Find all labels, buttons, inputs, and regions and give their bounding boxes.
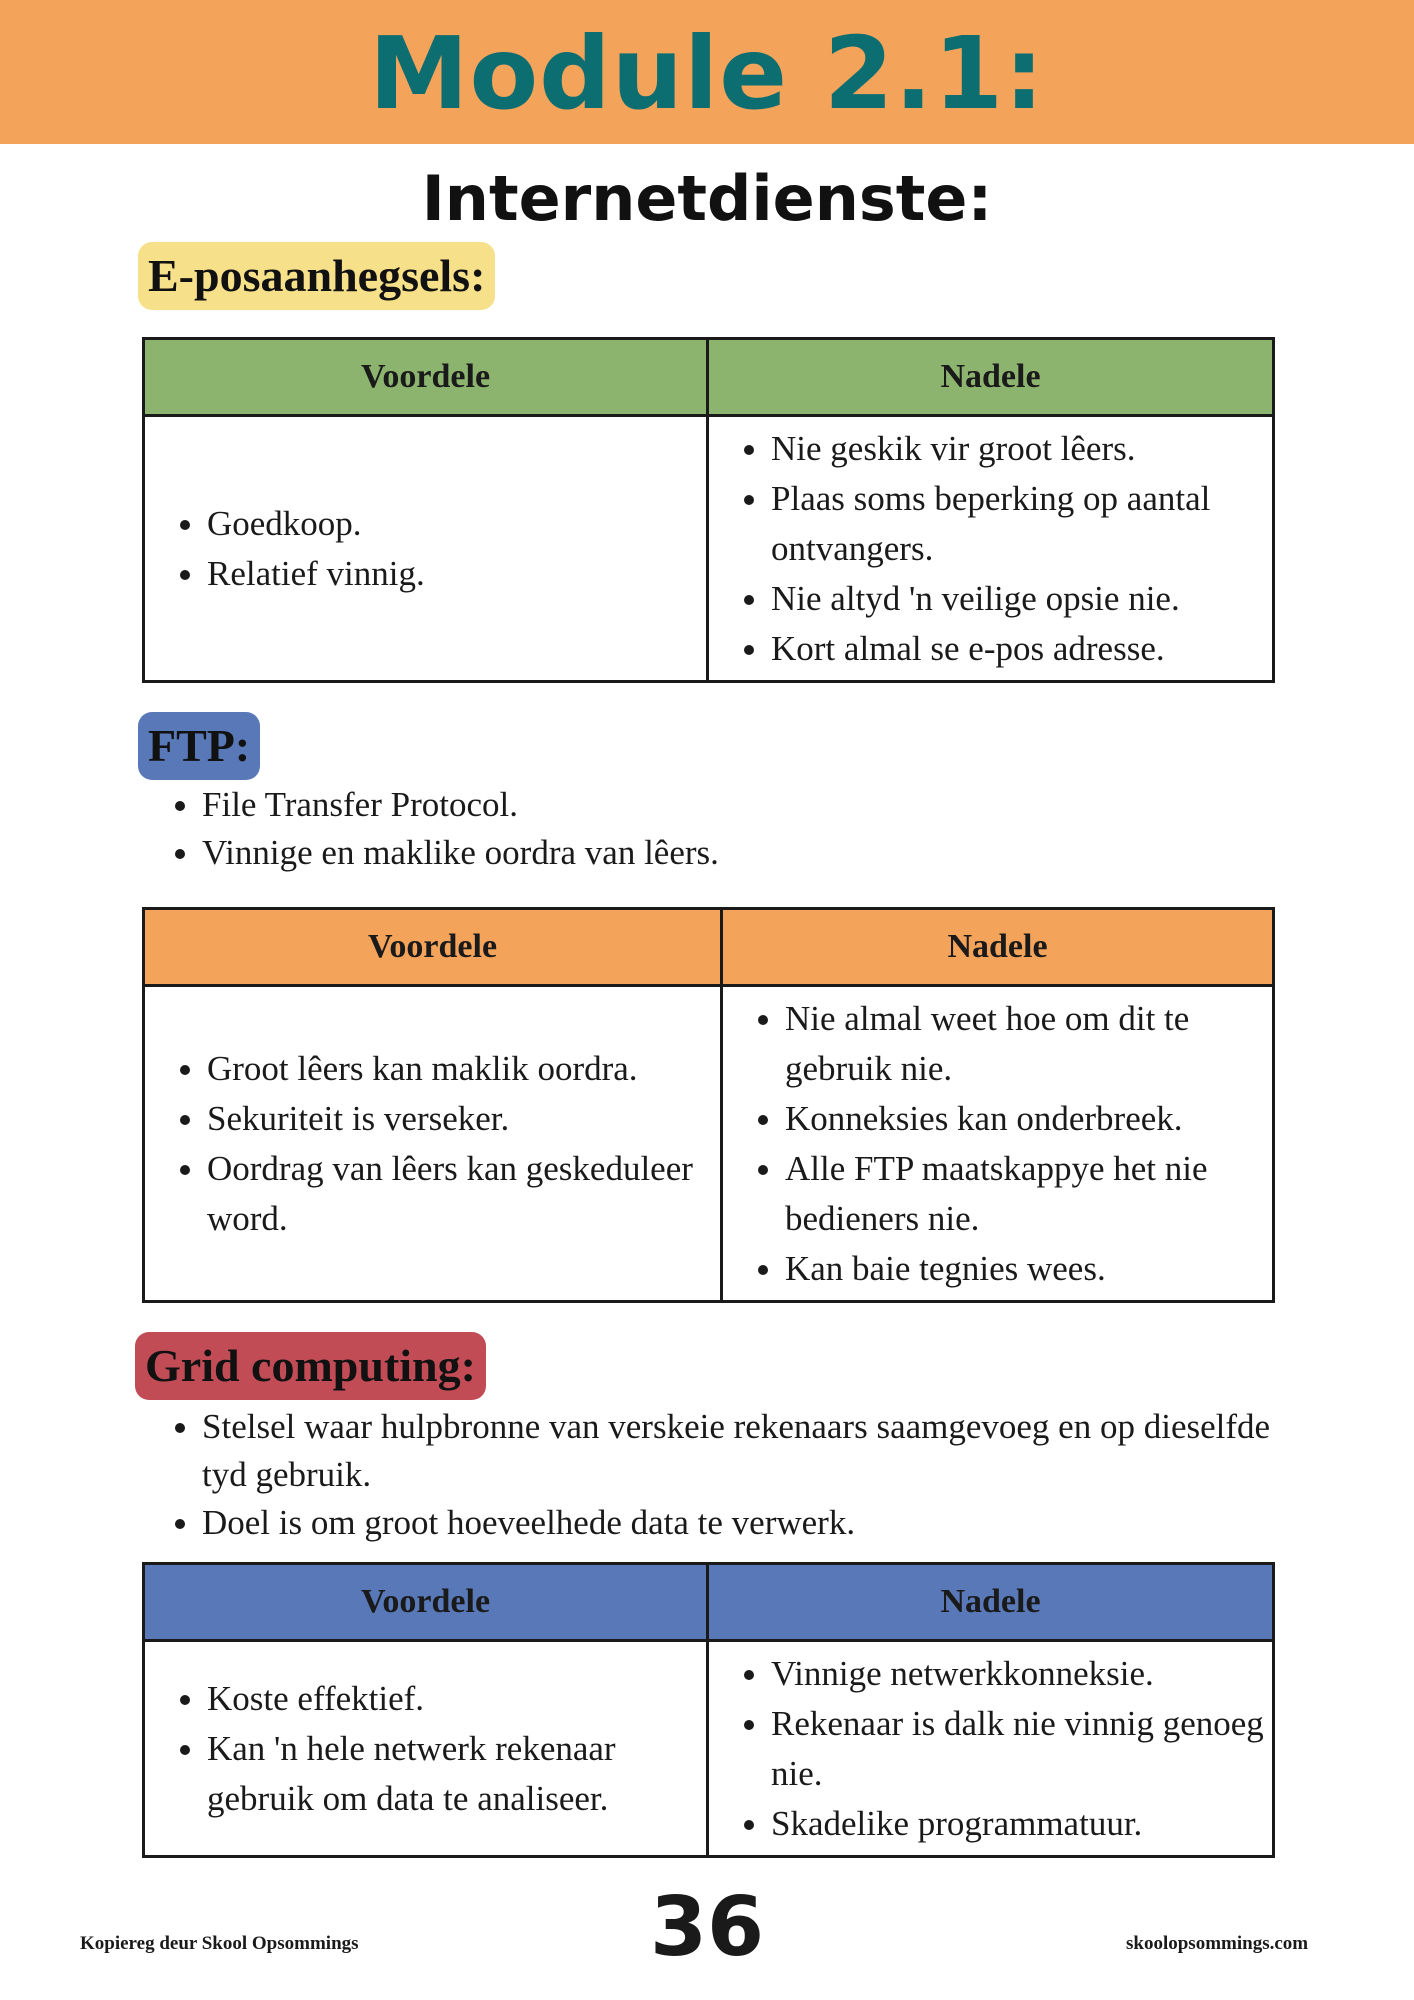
- list-item: • Goedkoop.: [207, 499, 698, 549]
- list-item: • Stelsel waar hulpbronne van verskeie rekenaars saamgevoeg en op dieselfde tyd gebruik.: [202, 1403, 1284, 1499]
- list-item: • Plaas soms beperking op aantal ontvangers.: [771, 474, 1264, 574]
- section-heading-email: E-posaanhegsels:: [138, 242, 495, 310]
- grid-voordele-cell: [144, 1641, 708, 1857]
- list-item: • Kan baie tegnies wees.: [785, 1244, 1264, 1294]
- footer-copyright: Kopiereg deur Skool Opsommings: [80, 1933, 359, 1954]
- email-nadele-header: Nadele: [708, 339, 1274, 416]
- email-voordele-header: Voordele: [144, 339, 708, 416]
- list-item: • Skadelike programmatuur.: [771, 1799, 1264, 1849]
- list-item: • Kort almal se e-pos adresse.: [771, 624, 1264, 674]
- ftp-voordele-cell: [144, 986, 722, 1302]
- list-item: • Vinnige netwerkkonneksie.: [771, 1649, 1264, 1699]
- email-nadele-cell: [708, 416, 1274, 682]
- ftp-nadele-header: Nadele: [722, 909, 1274, 986]
- grid-voordele-header: Voordele: [144, 1564, 708, 1641]
- email-table: [142, 337, 1275, 683]
- list-item: • Koste effektief.: [207, 1674, 698, 1724]
- ftp-table: [142, 907, 1275, 1303]
- list-item: • Vinnige en maklike oordra van lêers.: [202, 829, 1284, 877]
- grid-table: [142, 1562, 1275, 1858]
- list-item: • Nie almal weet hoe om dit te gebruik nie.: [785, 994, 1264, 1094]
- list-item: • Nie geskik vir groot lêers.: [771, 424, 1264, 474]
- list-item: • Sekuriteit is verseker.: [207, 1094, 712, 1144]
- footer-website: skoolopsommings.com: [1126, 1933, 1309, 1954]
- page-number: 36: [649, 1880, 765, 1975]
- grid-bullets: [144, 1403, 1284, 1547]
- list-item: • Rekenaar is dalk nie vinnig genoeg nie.: [771, 1699, 1264, 1799]
- page-subtitle: Internetdienste:: [421, 162, 993, 235]
- list-item: • Alle FTP maatskappye het nie bedieners nie.: [785, 1144, 1264, 1244]
- list-item: • Groot lêers kan maklik oordra.: [207, 1044, 712, 1094]
- ftp-bullets: [144, 781, 1284, 877]
- list-item: • Relatief vinnig.: [207, 549, 698, 599]
- grid-nadele-cell: [708, 1641, 1274, 1857]
- grid-nadele-header: Nadele: [708, 1564, 1274, 1641]
- list-item: • File Transfer Protocol.: [202, 781, 1284, 829]
- list-item: • Oordrag van lêers kan geskeduleer word.: [207, 1144, 712, 1244]
- list-item: • Konneksies kan onderbreek.: [785, 1094, 1264, 1144]
- email-voordele-cell: [144, 416, 708, 682]
- ftp-nadele-cell: [722, 986, 1274, 1302]
- section-heading-grid: Grid computing:: [135, 1332, 486, 1400]
- list-item: • Nie altyd 'n veilige opsie nie.: [771, 574, 1264, 624]
- page-title: Module 2.1:: [368, 15, 1046, 132]
- section-heading-ftp: FTP:: [138, 712, 260, 780]
- list-item: • Doel is om groot hoeveelhede data te verwerk.: [202, 1499, 1284, 1547]
- list-item: • Kan 'n hele netwerk rekenaar gebruik om data te analiseer.: [207, 1724, 698, 1824]
- ftp-voordele-header: Voordele: [144, 909, 722, 986]
